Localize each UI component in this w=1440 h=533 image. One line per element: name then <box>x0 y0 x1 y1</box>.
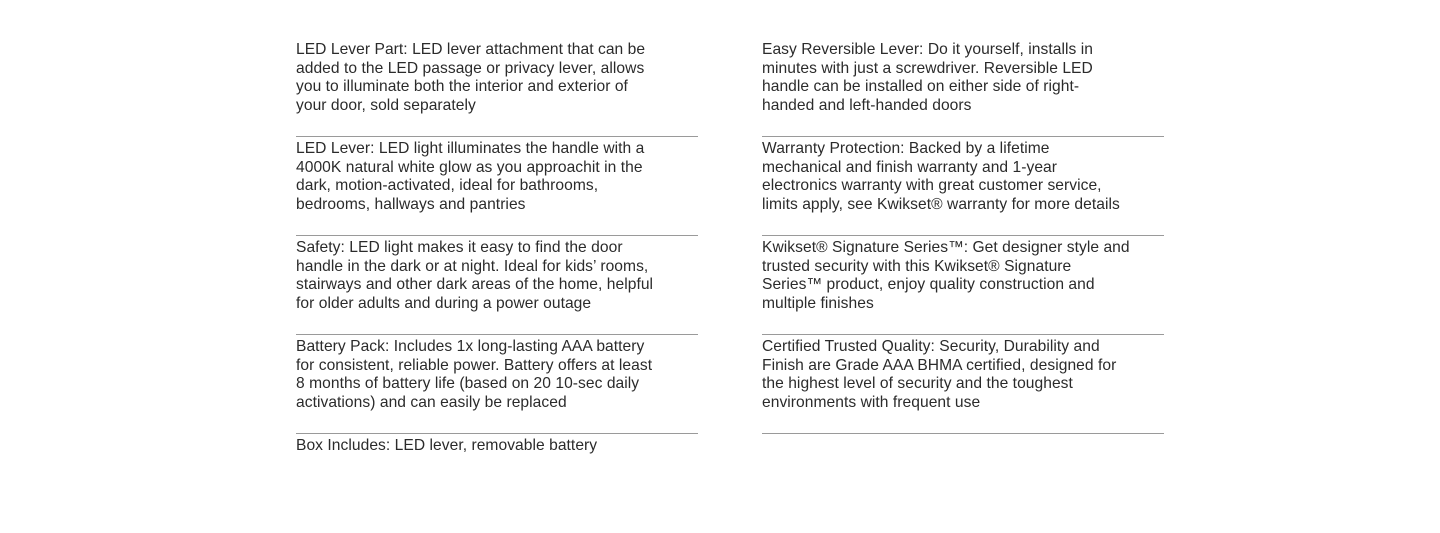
feature-text: LED Lever Part: LED lever attachment that can be added to the LED passage or privacy lever, allows you to illuminate both the interior and exterior of your door, sold separately <box>296 41 646 115</box>
feature-text: Battery Pack: Includes 1x long-lasting AAA battery for consistent, reliable power. Battery offers at least 8 months of battery life (based on 20 10-sec daily activations) and can easily be replaced <box>296 338 653 412</box>
feature-text: LED Lever: LED light illuminates the handle with a 4000K natural white glow as you approachit in the dark, motion-activated, ideal for bathrooms, bedrooms, hallways and pantries <box>296 140 645 214</box>
feature-text: Box Includes: LED lever, removable battery <box>296 437 598 454</box>
feature-text: Certified Trusted Quality: Security, Durability and Finish are Grade AAA BHMA certified, designed for the highest level of security and the toughest environments with frequent use <box>762 338 1117 412</box>
feature-text: Warranty Protection: Backed by a lifetime mechanical and finish warranty and 1-year electronics warranty with great customer service, limits apply, see Kwikset® warranty for more details <box>762 140 1120 214</box>
feature-item-led-lever-part <box>296 38 698 137</box>
feature-item-safety <box>296 236 698 335</box>
feature-item-box-includes <box>296 434 698 533</box>
feature-item-signature-series <box>762 236 1164 335</box>
feature-text: Kwikset® Signature Series™: Get designer style and trusted security with this Kwikset® Signature Series™ product, enjoy quality construction and multiple finishes <box>762 239 1130 313</box>
feature-item-certified-trusted-quality <box>762 335 1164 434</box>
feature-text: Easy Reversible Lever: Do it yourself, installs in minutes with just a screwdriver. Reversible LED handle can be installed on either side of right- handed and left-handed doors <box>762 41 1093 115</box>
feature-text: Safety: LED light makes it easy to find the door handle in the dark or at night. Ideal for kids’ rooms, stairways and other dark areas of the home, helpful for older adults and during a power outage <box>296 239 654 313</box>
feature-item-battery-pack <box>296 335 698 434</box>
feature-item-led-lever <box>296 137 698 236</box>
feature-column-right <box>762 38 1164 434</box>
feature-item-easy-reversible-lever <box>762 38 1164 137</box>
feature-item-warranty-protection <box>762 137 1164 236</box>
feature-column-left <box>296 38 698 533</box>
